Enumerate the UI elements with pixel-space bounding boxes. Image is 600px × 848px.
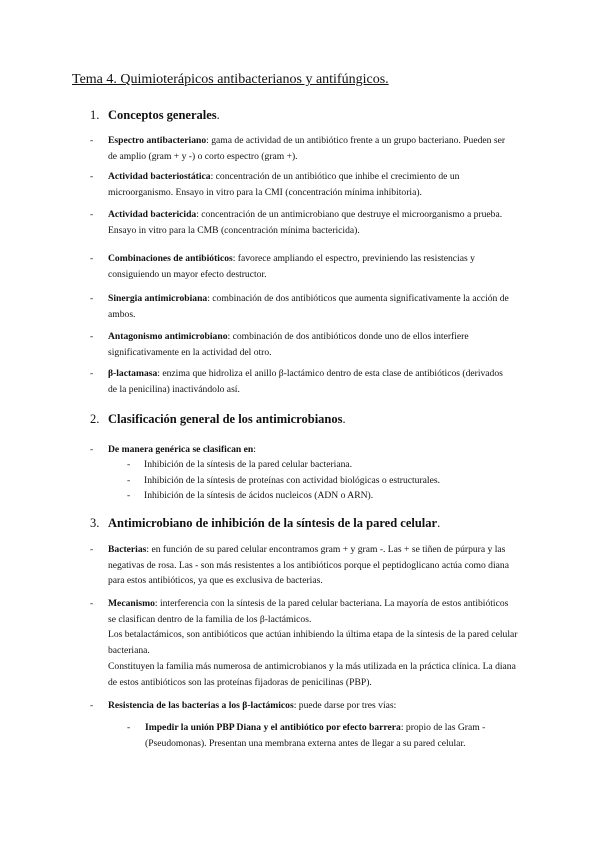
- paragraph: Constituyen la familia más numerosa de antimicrobianos y la más utilizada en la práctica clínica. La diana de estos antibióticos son las proteínas fijadoras de penicilinas (PBP).: [108, 661, 516, 688]
- list-item: - Antagonismo antimicrobiano: combinación de dos antibióticos donde uno de ellos interfiere significativamente en la actividad del otro.: [90, 331, 469, 358]
- term: De manera genérica se clasifican en: [108, 444, 254, 455]
- sub-list-item: - Inhibición de la síntesis de la pared celular bacteriana.: [127, 459, 353, 470]
- list-item: - De manera genérica se clasifican en:: [90, 444, 256, 455]
- list-item: - Mecanismo: interferencia con la síntesis de la pared celular bacteriana. La mayoría de estos antibióticos se clasifican dentro de la familia de los β-lactámicos.: [90, 598, 509, 625]
- section-heading-1: 1. Conceptos generales.: [90, 108, 220, 122]
- term: Resistencia de las bacterias a los β-lactámicos: [108, 700, 294, 711]
- list-item: - Sinergia antimicrobiana: combinación de dos antibióticos que aumenta significativamente la acción de ambos.: [90, 293, 509, 320]
- list-item: - Bacterias: en función de su pared celular encontramos gram + y gram -. Las + se tiñen de púrpura y las negativas de rosa. Las - son más resistentes a los antibióticos porque el peptidoglicano actúa como diana para estos antibióticos, ya que es exclusiva de bacterias.: [90, 544, 509, 587]
- section-title: Conceptos generales: [108, 108, 217, 122]
- list-item: - Espectro antibacteriano: gama de actividad de un antibiótico frente a un grupo bacteriano. Pueden ser de amplio (gram + y -) o corto espectro (gram +).: [90, 135, 506, 162]
- page-title: Tema 4. Quimioterápicos antibacterianos y antifúngicos.: [72, 72, 389, 87]
- paragraph: Los betalactámicos, son antibióticos que actúan inhibiendo la última etapa de la síntesis de la pared celular bacteriana.: [108, 629, 518, 656]
- sub-list-item: - Inhibición de la síntesis de proteínas con actividad biológicas o estructurales.: [127, 475, 440, 486]
- term: Antagonismo antimicrobiano: [108, 331, 228, 342]
- term: Impedir la unión PBP Diana y el antibiótico por efecto barrera: [145, 722, 401, 733]
- term: Actividad bactericida: [108, 209, 197, 220]
- section-title: Clasificación general de los antimicrobianos: [108, 412, 343, 426]
- list-item: - Combinaciones de antibióticos: favorece ampliando el espectro, previniendo las resistencias y consiguiendo un mayor efecto destructor.: [90, 253, 475, 280]
- section-number: 2.: [90, 412, 100, 426]
- list-item: - Actividad bacteriostática: concentración de un antibiótico que inhibe el crecimiento de un microorganismo. Ensayo in vitro para la CMI (concentración mínima inhibitoria).: [90, 171, 460, 198]
- section-title: Antimicrobiano de inhibición de la síntesis de la pared celular: [108, 516, 438, 530]
- term: Combinaciones de antibióticos: [108, 253, 233, 264]
- nested-list-item: - Impedir la unión PBP Diana y el antibiótico por efecto barrera: propio de las Gram - (Pseudomonas). Presentan una membrana externa antes de llegar a su pared celular.: [127, 722, 486, 749]
- section-heading-2: 2. Clasificación general de los antimicrobianos.: [90, 412, 346, 426]
- term: Bacterias: [108, 544, 147, 555]
- term: Actividad bacteriostática: [108, 171, 211, 182]
- term: β-lactamasa: [108, 368, 158, 379]
- section-heading-3: 3. Antimicrobiano de inhibición de la síntesis de la pared celular.: [90, 516, 441, 530]
- sub-list-item: - Inhibición de la síntesis de ácidos nucleicos (ADN o ARN).: [127, 490, 374, 501]
- term: Espectro antibacteriano: [108, 135, 207, 146]
- list-item: - β-lactamasa: enzima que hidroliza el anillo β-lactámico dentro de esta clase de antibióticos (derivados de la penicilina) inactivándolo así.: [90, 368, 503, 395]
- section-number: 1.: [90, 108, 100, 122]
- list-item: - Actividad bactericida: concentración de un antimicrobiano que destruye el microorganismo a prueba. Ensayo in vitro para la CMB (concentración mínima bactericida).: [90, 209, 503, 236]
- term: Mecanismo: [108, 598, 155, 609]
- section-number: 3.: [90, 516, 100, 530]
- term: Sinergia antimicrobiana: [108, 293, 208, 304]
- list-item: - Resistencia de las bacterias a los β-lactámicos: puede darse por tres vías:: [90, 700, 397, 711]
